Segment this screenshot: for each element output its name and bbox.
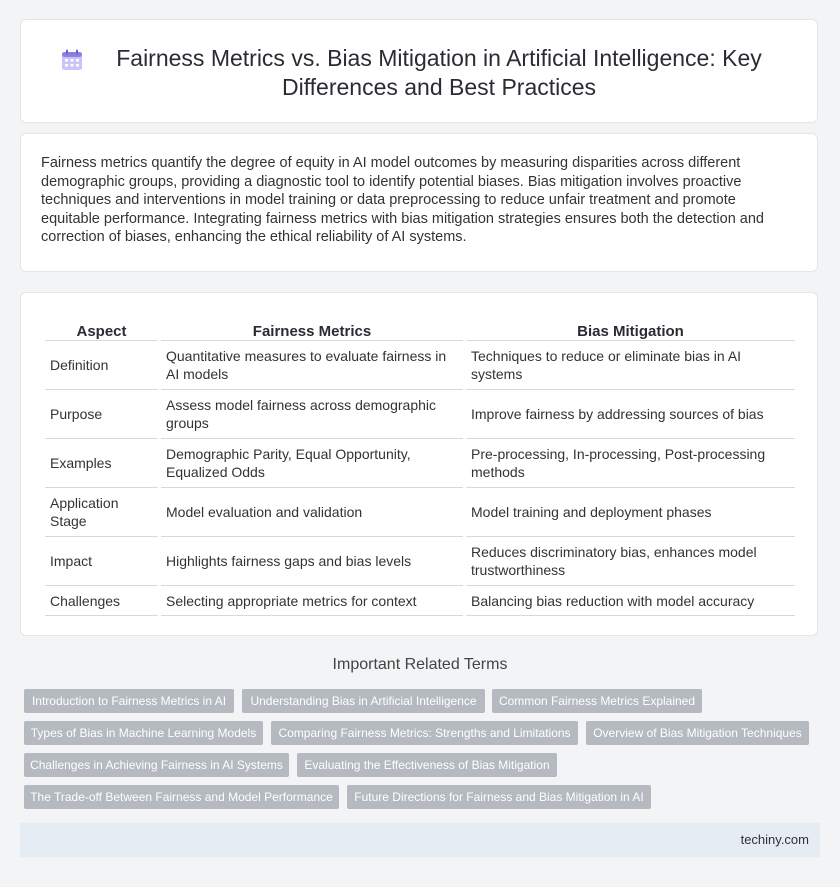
footer-site-name[interactable]: techiny.com (740, 832, 809, 847)
related-tag[interactable]: Challenges in Achieving Fairness in AI Systems (24, 753, 289, 777)
row-bias-mitigation: Reduces discriminatory bias, enhances model trustworthiness (466, 537, 795, 586)
table-row (45, 439, 795, 488)
comparison-table (42, 316, 798, 616)
related-tag[interactable]: Evaluating the Effectiveness of Bias Mitigation (297, 753, 557, 777)
row-fairness-metrics: Model evaluation and validation (161, 488, 463, 537)
row-fairness-metrics: Quantitative measures to evaluate fairness in AI models (161, 341, 463, 390)
comparison-card (20, 292, 818, 636)
row-aspect: Purpose (45, 390, 158, 439)
related-terms-heading: Important Related Terms (332, 656, 508, 673)
row-aspect: Examples (45, 439, 158, 488)
row-aspect: Definition (45, 341, 158, 390)
footer (20, 823, 820, 857)
header-fairness-metrics: Fairness Metrics (161, 316, 463, 341)
table-header-row (45, 316, 795, 341)
row-bias-mitigation: Model training and deployment phases (466, 488, 795, 537)
table-row (45, 586, 795, 616)
row-fairness-metrics: Selecting appropriate metrics for context (161, 586, 463, 616)
row-aspect: Challenges (45, 586, 158, 616)
row-bias-mitigation: Pre-processing, In-processing, Post-processing methods (466, 439, 795, 488)
row-fairness-metrics: Assess model fairness across demographic groups (161, 390, 463, 439)
table-row (45, 390, 795, 439)
related-tag[interactable]: Introduction to Fairness Metrics in AI (24, 689, 234, 713)
intro-card (20, 133, 818, 272)
row-aspect: Impact (45, 537, 158, 586)
related-tag[interactable]: Understanding Bias in Artificial Intelligence (242, 689, 485, 713)
row-bias-mitigation: Techniques to reduce or eliminate bias in AI systems (466, 341, 795, 390)
related-tag[interactable]: Types of Bias in Machine Learning Models (24, 721, 263, 745)
title-card (20, 19, 818, 123)
row-bias-mitigation: Improve fairness by addressing sources of bias (466, 390, 795, 439)
row-aspect: Application Stage (45, 488, 158, 537)
related-tag[interactable]: Comparing Fairness Metrics: Strengths and Limitations (271, 721, 578, 745)
related-tag[interactable]: Future Directions for Fairness and Bias Mitigation in AI (347, 785, 651, 809)
calendar-icon (61, 49, 83, 71)
related-tag[interactable]: Common Fairness Metrics Explained (492, 689, 702, 713)
row-bias-mitigation: Balancing bias reduction with model accuracy (466, 586, 795, 616)
row-fairness-metrics: Highlights fairness gaps and bias levels (161, 537, 463, 586)
header-aspect: Aspect (45, 316, 158, 341)
header-bias-mitigation: Bias Mitigation (466, 316, 795, 341)
related-tag[interactable]: Overview of Bias Mitigation Techniques (586, 721, 809, 745)
page-title: Fairness Metrics vs. Bias Mitigation in Artificial Intelligence: Key Differences and Best Practices (116, 45, 762, 100)
row-fairness-metrics: Demographic Parity, Equal Opportunity, Equalized Odds (161, 439, 463, 488)
table-row (45, 537, 795, 586)
table-row (45, 488, 795, 537)
table-row (45, 341, 795, 390)
intro-paragraph: Fairness metrics quantify the degree of equity in AI model outcomes by measuring disparities across different demographic groups, providing a diagnostic tool to identify potential biases. Bias mitigation involves proactive techniques and interventions in model training or data preprocessing to reduce unfair treatment and promote equitable performance. Integrating fairness metrics with bias mitigation strategies ensures both the detection and correction of biases, enhancing the ethical reliability of AI systems. (41, 155, 764, 246)
related-tag[interactable]: The Trade-off Between Fairness and Model Performance (24, 785, 339, 809)
